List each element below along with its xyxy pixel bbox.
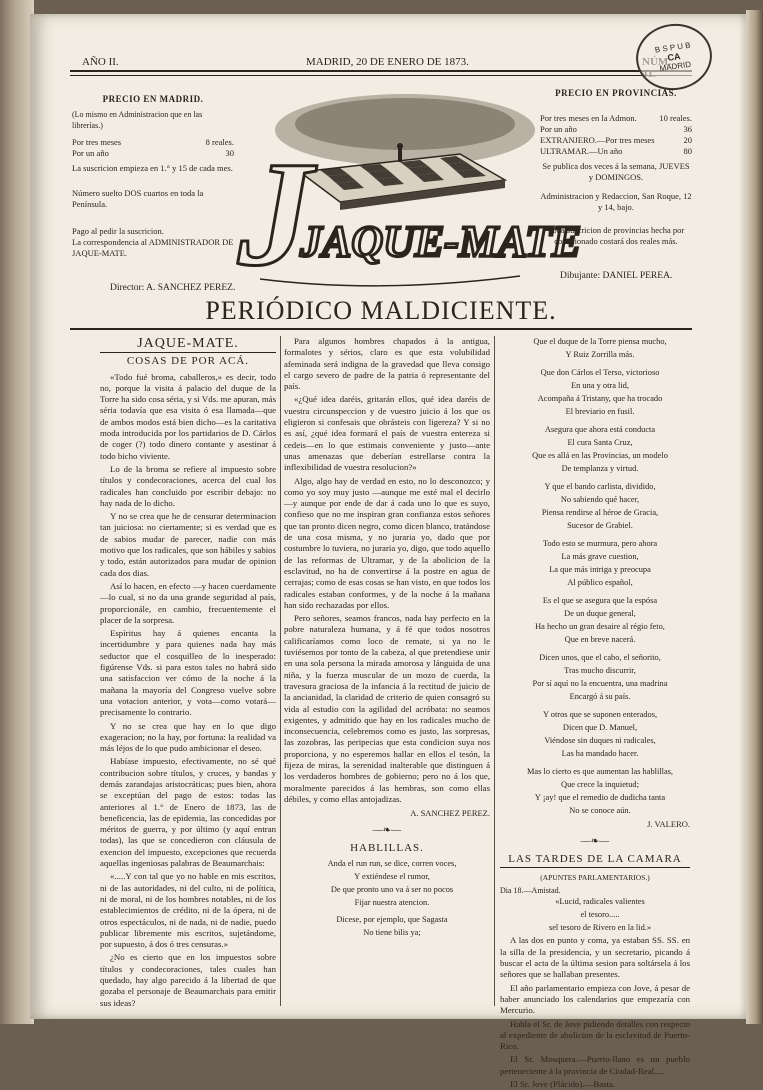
year-label: AÑO II. xyxy=(82,56,119,68)
subscription-note: La suscricion empieza en 1.° y 15 de cada mes. xyxy=(72,163,233,173)
stamp-line-1: B S P U B xyxy=(654,40,692,55)
price-row-value: 36 xyxy=(683,124,692,134)
paragraph: A las dos en punto y coma, ya estaban SS. SS. en la silla de la presidencia, y un secretario, picando á buscar el acta de la última sesion para soltársela á los señores que se hallaban presentes. xyxy=(500,935,690,980)
verse-line: La que más intriga y preocupa xyxy=(549,565,651,574)
verse-line: En una y otra lid, xyxy=(571,381,629,390)
verse-line: Dicen que D. Manuel, xyxy=(562,723,638,732)
verse-line: Ha hecho un gran desaire al régio feto, xyxy=(535,622,665,631)
price-provinces-title: PRECIO EN PROVINCIAS. xyxy=(555,88,677,98)
paragraph: ¿No es cierto que en los impuestos sobre títulos y condecoraciones, tales cuales han quedado, hay algo parecido á la libertad de que gozaba el personaje de Beaumarchais para emitir sus ideas? xyxy=(100,952,276,1008)
loose-number-note: Número suelto DOS cuartos en toda la Península. xyxy=(72,188,204,209)
paragraph: El Sr. Jove (Plácido).—Basta. xyxy=(510,1079,616,1090)
verse-line: De que pronto uno va á ser no pocos xyxy=(330,885,454,895)
price-row-label: Por tres meses xyxy=(72,137,122,147)
column-divider xyxy=(494,336,495,1006)
verse-line: Anda el run run, se dice, corren voces, xyxy=(327,859,457,869)
verse-line: Y extiéndese el rumor, xyxy=(354,872,430,882)
verse-line: Que don Cárlos el Terso, victorioso xyxy=(540,368,660,377)
verse-line: Que el duque de la Torre piensa mucho, xyxy=(533,337,667,346)
verse-line: Sucesor de Grabiel. xyxy=(567,521,633,530)
stamp-line-2: CA xyxy=(666,51,682,63)
price-row-label: Por un año xyxy=(72,148,109,158)
price-row xyxy=(540,146,692,157)
verse-line: Dicen unos, que el cabo, el señorito, xyxy=(539,653,661,662)
session-day: Dia 18.—Amistad. xyxy=(500,886,561,896)
price-row xyxy=(540,135,692,146)
verse-line: el tesoro..... xyxy=(580,910,620,920)
paragraph: El Sr. Mosquera.—Puerto-llano es un pueblo perteneciente á la provincia de Ciudad-Real..... xyxy=(500,1054,690,1076)
paragraph: Para algunos hombres chapados á la antigua, formalotes y sérios, claro es que esta volubilidad afeminada será indigna de la gravedad que lleva consigo el cargo severo de padre de la patria ó representante del país. xyxy=(284,336,490,392)
verse-line: No se conoce aún. xyxy=(569,806,631,815)
verse-line: Y otros que se suponen enterados, xyxy=(542,710,658,719)
verse-line: El cura Santa Cruz, xyxy=(567,438,633,447)
paragraph: Espíritus hay á quienes encanta la incertidumbre y para quienes nada hay más seductor que el cosquilleo de lo inesperado: figúrense Vds. si para estos tales no habrá sido una satisfaccion ver cómo de la noche á la mañana la mayoría del Congreso vuelve sobre una votacion anterior, y vota—como votará—precisamente lo contrario. xyxy=(100,628,276,718)
illustrator-credit: Dibujante: DANIEL PEREA. xyxy=(560,271,673,281)
price-madrid-note: (Lo mismo en Administracion que en las librerías.) xyxy=(72,110,203,130)
paragraph: «.....Y con tal que yo no hable en mis escritos, ni de las autoridades, ni del culto, ni de política, ni de moral, ni de los hombres notables, ni de los establecimientos de crédito, ni de la ópera, ni de otros espectáculos, ni de nada, ni de nadie, puedo publicar libremente mis escritos, sujetándome, por supuesto, á dos ó tres censuras.» xyxy=(100,871,276,950)
price-box-madrid xyxy=(72,94,234,259)
column-3 xyxy=(500,336,690,1090)
paragraph: Lo de la broma se refiere al impuesto sobre títulos y condecoraciones, acerca del cual los radicales han concluido por escribir debajo: no hay nada de lo dicho. xyxy=(100,463,276,508)
header-line xyxy=(82,52,682,72)
article-title: JAQUE-MATE. xyxy=(100,338,276,353)
verse-line: Y ¡ay! que el remedio de dudicha tanta xyxy=(534,793,666,802)
price-row xyxy=(540,124,692,135)
price-row-label: Por un año xyxy=(540,124,577,134)
price-madrid-title: PRECIO EN MADRID. xyxy=(102,94,204,104)
verse-line: Tras mucho discurrir, xyxy=(564,666,636,675)
price-box-provinces xyxy=(540,88,692,247)
price-row xyxy=(72,148,234,159)
price-row-label: ULTRAMAR.—Un año xyxy=(540,146,623,156)
column-1 xyxy=(100,336,276,1010)
book-binding xyxy=(0,0,34,1024)
verse-line: Todo esto se murmura, pero ahora xyxy=(542,539,658,548)
section-note: (APUNTES PARLAMENTARIOS.) xyxy=(540,872,650,882)
provinces-notice: Toda suscricion de provincias hecha por comisionado costará dos reales más. xyxy=(547,225,685,246)
verse-line: No tiene bilis ya; xyxy=(363,928,421,938)
price-row xyxy=(72,137,234,148)
price-row-label: Por tres meses en la Admon. xyxy=(540,113,637,123)
verse-line: Y Ruiz Zorrilla más. xyxy=(565,350,635,359)
stamp-line-3: MADRID xyxy=(659,59,692,74)
column-2 xyxy=(284,336,490,940)
verse-line: Dicese, por ejemplo, que Sagasta xyxy=(336,915,448,925)
verse-line: Fijar nuestra atencion. xyxy=(354,898,430,908)
paragraph: «Todo fué broma, caballeros,» es decir, todo no, porque la visita á palacio del duque de la Torre ha sido cosa séria, y si Vds. me apuran, más séria todavía que esa visita ó esa llamada—que de ambos modos está bien dicho—es la caritativa moda introducida por los partidarios de D. Cárlos de coger (?) todo dinero contante y asestinar á todo bicho viviente. xyxy=(100,371,276,461)
page-edge xyxy=(746,10,763,1024)
paragraph: Algo, algo hay de verdad en esto, no lo desconozco; y como yo soy muy justo —aunque me esté mal el decirlo—y aunque por ende de dar á cada uno lo que es suyo, confieso que no me inspiran gran confianza estos señores que tan pronto dicen negro, como dicen blanco, tratándose de una cosa misma, y no juraria yo, dado que por costumbre lo tuviera, no juraria yo, digo, que todo aquello de las reformas de Ultramar, y de la abolicion de la esclavitud, no ha de convertirse á la postre en agua de cerrajas; como de esas cosas se han visto, en que todos los radicales estaban conformes, y de la noche á la mañana han sido rechazadas por ellos. xyxy=(284,475,490,610)
paragraph: Habíase impuesto, efectivamente, no sé qué contribucion sobre títulos, y cruces, y bandas y demás zarandajas aristocráticas; pues bien, ahora se exceptúan del pago de estos: todas las anteriores al 1.° de Enero de 1873, las de beneficencia, las de epidemia, las concedidas por méritos de guerra, y por último (y aquí entran todas), las que se concedieron con cláusula de exencion del impuesto, excepciones que recuerda aquellas ingeniosas palabras de Beaumarchais: xyxy=(100,756,276,869)
paragraph: Y no se crea que he de censurar determinacion tan juiciosa: no ciertamente; si es verdad que es de sabios mudar de parecer, nadie con más motivo que los radicales, que son hábiles y sabios y todo, están autorizados para mudar de opinion cada dos dias. xyxy=(100,511,276,578)
verse-line: Encargó á su país. xyxy=(569,692,631,701)
verse-line: De templanza y virtud. xyxy=(561,464,639,473)
verse-line: El breviario en fusil. xyxy=(565,407,635,416)
verse-line: Al público español, xyxy=(567,578,633,587)
ornament-divider: —❧— xyxy=(580,836,610,848)
price-row-value: 20 xyxy=(683,135,692,145)
paragraph: Así lo hacen, en efecto —y hacen cuerdamente —lo cual, si no da una grande seguridad al país, proporcionále, en cambio, frecuentemente el placer de la sorpresa. xyxy=(100,580,276,625)
price-row-value: 80 xyxy=(683,146,692,156)
subtitle-rule xyxy=(70,328,692,330)
verse-line: Que crece la inquietud; xyxy=(561,780,639,789)
newspaper-subtitle: PERIÓDICO MALDICIENTE. xyxy=(205,296,557,325)
price-row-value: 10 reales. xyxy=(659,113,692,123)
verse-line: «Lucid, radicales valientes xyxy=(555,897,645,907)
verse-line: Por sí aquí no la encuentra, una madrina xyxy=(532,679,668,688)
ornament-divider: —❧— xyxy=(372,825,402,837)
verse-line: Acompaña á Tristany, que ha trocado xyxy=(537,394,663,403)
verse-line: Es el que se asegura que la espósa xyxy=(542,596,658,605)
header-rule xyxy=(70,70,692,76)
verse-line: Piensa rendirse al héroe de Gracia, xyxy=(541,508,659,517)
paragraph: Habla el Sr. de Jove pidiendo detalles con respecto al expediente de abolicion de la esclavitud de Puerto-Rico. xyxy=(500,1018,690,1052)
article-subtitle: COSAS DE POR ACÁ. xyxy=(126,355,250,368)
verse-line: Las ha mandado hacer. xyxy=(561,749,639,758)
price-row-label: EXTRANJERO.—Por tres meses xyxy=(540,135,655,145)
price-row-value: 8 reales. xyxy=(205,137,234,147)
publication-note: Se publica dos veces á la semana, JUEVES y DOMINGOS. xyxy=(542,161,690,182)
paragraph: Pero señores, seamos francos, nada hay perfecto en la pobre naturaleza humana, y á fé que todos nosotros calificaríamos como loco de remate, si ya no le tuviésemos por tonto de la cabeza, al que pretendiese unir en una sola persona la mirada amorosa y lánguida de una niña, y la fuerza muscular de un mozo de cuerda, la travesura graciosa de la infancia á la rectitud de juicio de la ancianidad, la claridad de criterio de quien consagró su vida al estudio con la agilidad del acróbata: no seamos exigentes, y admitido que hay en los radicales mucho de inconsecuencia, celebremos como es justo, las sorpresas, las zozobras, las peripecias que esta condicion suya nos proporciona, y no esperemos hallar en ellos el tesón, la fijeza de miras, la serenidad inalterable que distinguen á los verdaderos hombres de gobierno; pero no á los que, moralmente parecidos á las hembras, son como ellas débiles, y como ellas antojadizas. xyxy=(284,613,490,804)
masthead-title: JAQUE-MATE xyxy=(300,217,582,266)
director-credit: Director: A. SANCHEZ PEREZ. xyxy=(110,283,236,293)
verse-line: Y que el bando carlista, dividido, xyxy=(544,482,656,491)
verse-line: No sabiendo qué hacer, xyxy=(560,495,640,504)
verse-line: Que en breve nacerá. xyxy=(564,635,636,644)
verse-line: La más grave cuestion, xyxy=(561,552,639,561)
verse-line: Viéndose sin duques ni radicales, xyxy=(544,736,656,745)
section-title: LAS TARDES DE LA CAMARA xyxy=(500,854,690,868)
verse-line: Mas lo cierto es que aumentan las hablillas, xyxy=(526,767,674,776)
section-title: HABLILLAS. xyxy=(350,841,424,854)
paragraph: «¿Qué idea daréis, gritarán ellos, qué idea daréis de vuestra circunspeccion y de vuestro juicio á los que os eligieron si confesais que obrásteis con ligereza? Y si no es así, ¿qué idea formará el país de vuestra entereza si cedeis—en lo que estimais conveniente y justo—ante unas amenazas que deberían estrellarse contra la inflexibilidad de vuestra resolucion?» xyxy=(284,394,490,473)
column-divider xyxy=(280,336,281,1006)
date-label: MADRID, 20 DE ENERO DE 1873. xyxy=(306,56,469,68)
verse-line: sel tesoro de Rivero en la lid.» xyxy=(548,923,652,933)
price-row xyxy=(540,113,692,124)
paragraph: Y no se crea que hay en lo que digo exageracion; no la hay, por fortuna: la realidad va más léjos de lo que pudo ambicionar el deseo. xyxy=(100,720,276,754)
payment-note: Pago al pedir la suscricion. xyxy=(72,226,164,236)
paragraph: El año parlamentario empieza con Jove, á pesar de haber anunciado los calendarios que empezaría con Mercurio. xyxy=(500,982,690,1016)
masthead-initial-J: J xyxy=(238,131,313,297)
verse-line: Asegura que ahora está conducta xyxy=(544,425,656,434)
verse-line: De un duque general, xyxy=(564,609,636,618)
verse-line: Que es allá en las Provincias, un modelo xyxy=(532,451,668,460)
admin-address: Administracion y Redaccion, San Roque, 12 y 14, bajo. xyxy=(540,191,692,212)
correspondence-note: La correspondencia al ADMINISTRADOR DE JAQUE-MATE. xyxy=(72,237,234,258)
price-row-value: 30 xyxy=(225,148,234,158)
signature: J. VALERO. xyxy=(647,819,690,829)
signature: A. SANCHEZ PEREZ. xyxy=(410,808,490,819)
